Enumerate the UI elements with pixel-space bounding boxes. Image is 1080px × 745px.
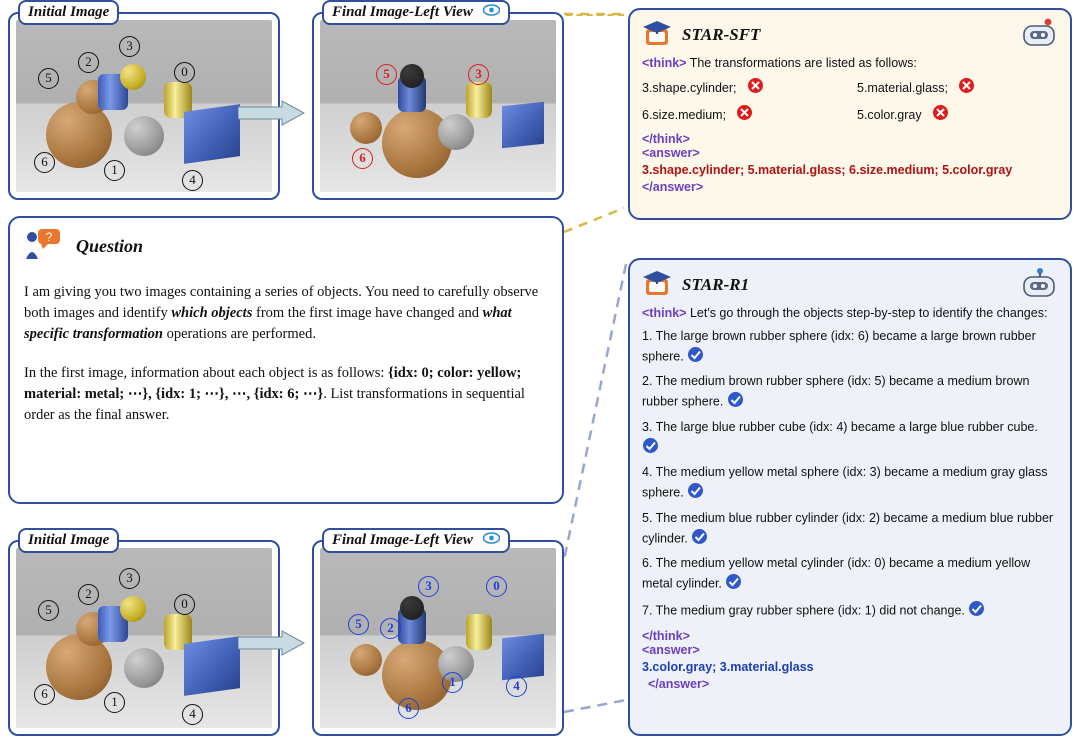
- final-scene-top: [320, 20, 556, 192]
- r1-step-text: 5. The medium blue rubber cylinder (idx: 2) became a medium blue rubber cylinder.: [642, 510, 1054, 546]
- robot-icon: [1018, 268, 1058, 303]
- scene-label-red: 6: [352, 148, 373, 169]
- initial-scene-bottom: [16, 548, 272, 728]
- scene-label: 5: [38, 600, 59, 621]
- cross-icon: [736, 104, 753, 127]
- eye-icon: [483, 4, 500, 21]
- final-image-title-text-bottom: Final Image-Left View: [332, 532, 473, 548]
- r1-step: [642, 600, 1058, 623]
- object-large-brown-sphere: [46, 634, 112, 700]
- r1-step-text: 6. The medium yellow metal cylinder (idx: 0) became a medium yellow metal cylinder.: [642, 556, 1031, 591]
- robot-icon: [1018, 18, 1058, 53]
- cross-icon: [958, 77, 975, 100]
- final-scene-bottom: [320, 548, 556, 728]
- scene-label: 1: [104, 692, 125, 713]
- scene-label-blue: 2: [380, 618, 401, 639]
- object-blue-cube: [502, 634, 544, 680]
- object-blue-cube: [184, 636, 240, 696]
- scene-label: 0: [174, 62, 195, 83]
- r1-think-lead: Let's go through the objects step-by-step to identify the changes:: [686, 306, 1048, 320]
- sft-item-text: 3.shape.cylinder;: [642, 80, 737, 95]
- question-header: [24, 228, 548, 264]
- scene-label: 6: [34, 684, 55, 705]
- question-paragraph-1: [24, 282, 548, 345]
- r1-title: STAR-R1: [682, 275, 750, 294]
- r1-step-text: 7. The medium gray rubber sphere (idx: 1) did not change.: [642, 603, 965, 618]
- scene-label-blue: 6: [398, 698, 419, 719]
- q1-part-d: what specific transformation: [24, 305, 512, 343]
- scene-label-red: 5: [376, 64, 397, 85]
- object-yellow-metal-sphere: [120, 596, 146, 622]
- scene-label: 0: [174, 594, 195, 615]
- sft-title: STAR-SFT: [682, 25, 761, 44]
- star-sft-card: [628, 8, 1072, 220]
- object-gray-sphere: [124, 116, 164, 156]
- final-image-title-bottom: [322, 528, 510, 553]
- object-gray-sphere: [124, 648, 164, 688]
- object-medium-brown-sphere: [350, 644, 382, 676]
- svg-text:?: ?: [45, 229, 53, 244]
- question-paragraph-2: [24, 363, 548, 426]
- check-icon: [691, 528, 708, 551]
- r1-step: [642, 372, 1058, 414]
- object-blue-cube: [502, 102, 544, 148]
- r1-step-text: 4. The medium yellow metal sphere (idx: 3) became a medium gray glass sphere.: [642, 465, 1048, 500]
- answer-open-tag: <answer>: [642, 146, 700, 161]
- r1-step: [642, 554, 1058, 596]
- graduate-icon: [642, 19, 672, 52]
- initial-scene-top: [16, 20, 272, 192]
- object-gray-glass-sphere: [400, 596, 424, 620]
- r1-answer: 3.color.gray; 3.material.glass: [642, 659, 814, 674]
- check-icon: [642, 437, 659, 460]
- sft-answer: 3.shape.cylinder; 5.material.glass; 6.size.medium; 5.color.gray: [642, 163, 1013, 178]
- transition-arrow-top: [238, 100, 308, 126]
- final-image-panel-top: [312, 4, 564, 200]
- q2-part-a: In the first image, information about each object is as follows:: [24, 365, 389, 382]
- q1-part-b: which objects: [171, 305, 253, 322]
- r1-step-text: 3. The large blue rubber cube (idx: 4) became a large blue rubber cube.: [642, 419, 1038, 434]
- scene-label: 3: [119, 36, 140, 57]
- object-yellow-metal-sphere: [120, 64, 146, 90]
- scene-label: 3: [119, 568, 140, 589]
- star-r1-card: [628, 258, 1072, 736]
- sft-think-line: [642, 54, 1058, 73]
- scene-label-red: 3: [468, 64, 489, 85]
- object-large-brown-sphere: [46, 102, 112, 168]
- connector-sft-line: [560, 8, 630, 238]
- answer-close-tag: </answer>: [648, 676, 710, 691]
- sft-item: [857, 77, 1057, 100]
- final-image-panel-bottom: [312, 532, 564, 736]
- sft-item-text: 5.color.gray: [857, 107, 922, 122]
- think-close-tag: </think>: [642, 628, 690, 643]
- initial-image-title-top: Initial Image: [18, 0, 119, 25]
- sft-item-text: 6.size.medium;: [642, 107, 727, 122]
- object-gray-sphere: [438, 114, 474, 150]
- r1-card-header: [642, 268, 1058, 302]
- object-gray-glass-sphere: [400, 64, 424, 88]
- scene-label-blue: 4: [506, 676, 527, 697]
- think-open-tag: <think>: [642, 306, 687, 320]
- answer-close-tag: </answer>: [642, 180, 704, 195]
- check-icon: [687, 346, 704, 369]
- sft-item: [642, 77, 857, 100]
- q2-part-b: {idx: 0; color: yellow; material: metal; ⋯}, {idx: 1; ⋯}, ⋯, {idx: 6; ⋯}: [24, 365, 522, 403]
- cross-icon: [932, 104, 949, 127]
- object-yellow-cylinder: [466, 614, 492, 650]
- scene-label: 4: [182, 704, 203, 725]
- sft-item: [642, 104, 857, 127]
- scene-label-blue: 0: [486, 576, 507, 597]
- check-icon: [727, 391, 744, 414]
- r1-step: [642, 418, 1058, 460]
- scene-label-blue: 5: [348, 614, 369, 635]
- sft-card-header: [642, 18, 1058, 52]
- final-image-title-top: [322, 0, 510, 25]
- r1-step-text: 2. The medium brown rubber sphere (idx: 5) became a medium brown rubber sphere.: [642, 374, 1030, 409]
- check-icon: [725, 573, 742, 596]
- question-person-icon: [24, 227, 64, 266]
- sft-think-lead: The transformations are listed as follows:: [686, 56, 917, 70]
- check-icon: [687, 482, 704, 505]
- sft-item: [857, 104, 1057, 127]
- initial-image-title-bottom: Initial Image: [18, 528, 119, 553]
- scene-label: 5: [38, 68, 59, 89]
- scene-label: 2: [78, 584, 99, 605]
- graduate-icon: [642, 269, 672, 302]
- transition-arrow-bottom: [238, 630, 308, 656]
- cross-icon: [747, 77, 764, 100]
- q1-part-e: operations are performed.: [162, 326, 316, 343]
- r1-step: [642, 327, 1058, 369]
- r1-step: [642, 463, 1058, 505]
- object-medium-brown-sphere: [350, 112, 382, 144]
- r1-step: [642, 509, 1058, 551]
- eye-icon: [483, 532, 500, 549]
- q1-part-a: I am giving you two images containing a series of objects. You need to carefully observe both images and identify: [24, 284, 539, 322]
- question-title: Question: [76, 235, 144, 256]
- scene-label: 4: [182, 170, 203, 191]
- check-icon: [968, 600, 985, 623]
- object-blue-cube: [184, 104, 240, 164]
- scene-label: 6: [34, 152, 55, 173]
- final-image-title-text-top: Final Image-Left View: [332, 4, 473, 20]
- think-close-tag: </think>: [642, 132, 690, 147]
- scene-label: 2: [78, 52, 99, 73]
- question-card: [8, 216, 564, 504]
- q2-part-c: . List transformations in sequential order as the final answer.: [24, 386, 525, 424]
- object-yellow-cylinder: [466, 82, 492, 118]
- scene-label-blue: 3: [418, 576, 439, 597]
- scene-label: 1: [104, 160, 125, 181]
- r1-step-text: 1. The large brown rubber sphere (idx: 6) became a large brown rubber sphere.: [642, 328, 1036, 364]
- r1-think-line: [642, 304, 1058, 323]
- q1-part-c: from the first image have changed and: [252, 305, 483, 322]
- think-open-tag: <think>: [642, 56, 687, 70]
- sft-item-text: 5.material.glass;: [857, 80, 949, 95]
- scene-label-blue: 1: [442, 672, 463, 693]
- connector-r1-line: [560, 260, 632, 720]
- answer-open-tag: <answer>: [642, 642, 700, 657]
